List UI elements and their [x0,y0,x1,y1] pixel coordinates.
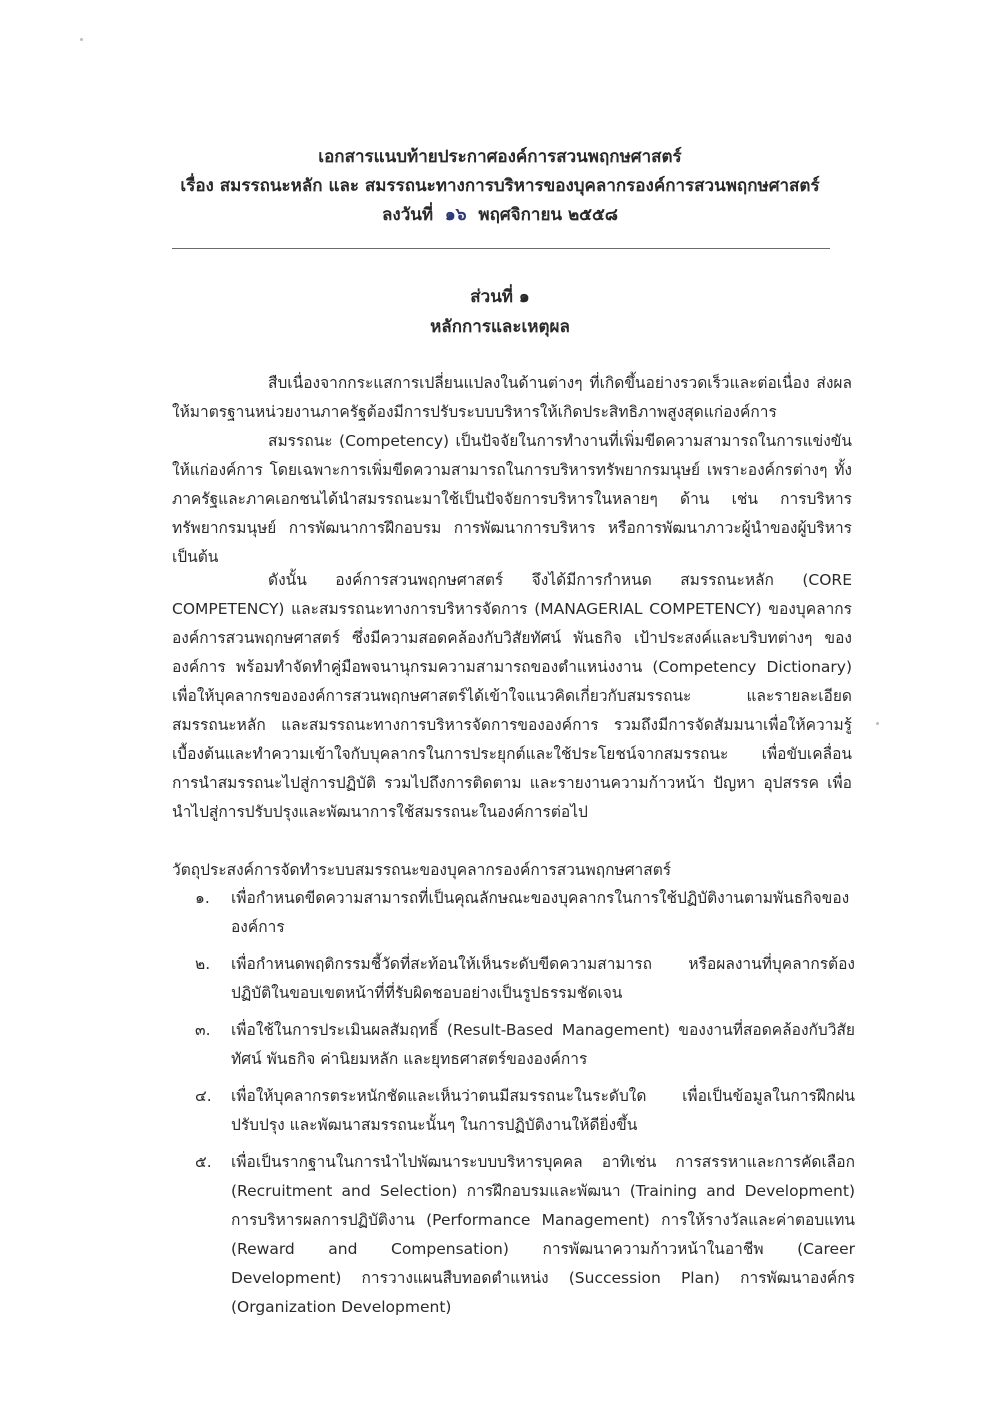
scan-speck [80,38,83,41]
list-item-text: เพื่อให้บุคลากรตระหนักชัดและเห็นว่าตนมีสมรรถนะในระดับใด เพื่อเป็นข้อมูลในการฝึกฝนปรับปรุง และพัฒนาสมรรถนะนั้นๆ ในการปฏิบัติงานให้ดียิ่งขึ้น [231,1087,855,1134]
list-item [195,950,855,1008]
paragraph-1: สืบเนื่องจากกระแสการเปลี่ยนแปลงในด้านต่างๆ ที่เกิดขึ้นอย่างรวดเร็วและต่อเนื่อง ส่งผลให้มาตรฐานหน่วยงานภาครัฐต้องมีการปรับระบบบริหารให้เกิดประสิทธิภาพสูงสุดแก่องค์การ [172,374,852,421]
header-divider [172,248,830,249]
scan-speck [876,722,879,725]
section-subtitle: หลักการและเหตุผล [430,317,570,337]
date-prefix: ลงวันที่ [381,205,434,225]
list-item-number: ๒. [195,955,211,973]
list-item [195,1082,855,1140]
objectives-title: วัตถุประสงค์การจัดทำระบบสมรรถนะของบุคลากรองค์การสวนพฤกษศาสตร์ [172,861,672,879]
list-item [195,1148,855,1322]
section-title: ส่วนที่ ๑ [470,287,530,307]
paragraph-2: สมรรถนะ (Competency) เป็นปัจจัยในการทำงานที่เพิ่มขีดความสามารถในการแข่งขันให้แก่องค์การ โดยเฉพาะการเพิ่มขีดความสามารถในการบริหารทรัพยากรมนุษย์ เพราะองค์กรต่างๆ ทั้งภาครัฐและภาคเอกชนได้นำสมรรถนะมาใช้เป็นปัจจัยการบริหารในหลายๆ ด้าน เช่น การบริหารทรัพยากรมนุษย์ การพัฒนาการฝึกอบรม การพัฒนาการบริหาร หรือการพัฒนาภาวะผู้นำของผู้บริหาร เป็นต้น [172,432,852,566]
date-suffix: พฤศจิกายน ๒๕๕๘ [478,205,619,225]
list-item [195,1016,855,1074]
list-item-number: ๓. [195,1021,211,1039]
list-item-number: ๕. [195,1153,212,1171]
list-item-number: ๔. [195,1087,212,1105]
list-item-number: ๑. [195,889,210,907]
list-item [195,884,855,942]
list-item-text: เพื่อเป็นรากฐานในการนำไปพัฒนาระบบบริหารบุคคล อาทิเช่น การสรรหาและการคัดเลือก (Recruitment and Selection) การฝึกอบรมและพัฒนา (Training and Development) การบริหารผลการปฏิบัติงาน (Performance Management) การให้รางวัลและค่าตอบแทน (Reward and Compensation) การพัฒนาความก้าวหน้าในอาชีพ (Career Development) การวางแผนสืบทอดตำแหน่ง (Succession Plan) การพัฒนาองค์กร (Organization Development) [231,1153,855,1316]
objectives-list [195,884,855,1330]
list-item-text: เพื่อกำหนดขีดความสามารถที่เป็นคุณลักษณะของบุคลากรในการใช้ปฏิบัติงานตามพันธกิจขององค์การ [231,889,850,936]
list-item-text: เพื่อใช้ในการประเมินผลสัมฤทธิ์ (Result-Based Management) ของงานที่สอดคล้องกับวิสัยทัศน์ พันธกิจ ค่านิยมหลัก และยุทธศาสตร์ขององค์การ [231,1021,855,1068]
header-date [100,201,900,230]
paragraph-3: ดังนั้น องค์การสวนพฤกษศาสตร์ จึงได้มีการกำหนด สมรรถนะหลัก (CORE COMPETENCY) และสมรรถนะทางการบริหารจัดการ (MANAGERIAL COMPETENCY) ของบุคลากรองค์การสวนพฤกษศาสตร์ ซึ่งมีความสอดคล้องกับวิสัยทัศน์ พันธกิจ เป้าประสงค์และบริบทต่างๆ ขององค์การ พร้อมทำจัดทำคู่มือพจนานุกรมความสามารถของตำแหน่งงาน (Competency Dictionary) เพื่อให้บุคลากรขององค์การสวนพฤกษศาสตร์ได้เข้าใจแนวคิดเกี่ยวกับสมรรถนะ และรายละเอียดสมรรถนะหลัก และสมรรถนะทางการบริหารจัดการขององค์การ รวมถึงมีการจัดสัมมนาเพื่อให้ความรู้เบื้องต้นและทำความเข้าใจกับบุคลากรในการประยุกต์และใช้ประโยชน์จากสมรรถนะ เพื่อขับเคลื่อนการนำสมรรถนะไปสู่การปฏิบัติ รวมไปถึงการติดตาม และรายงานความก้าวหน้า ปัญหา อุปสรรค เพื่อนำไปสู่การปรับปรุงและพัฒนาการใช้สมรรถนะในองค์การต่อไป [172,571,852,821]
header-title: เอกสารแนบท้ายประกาศองค์การสวนพฤกษศาสตร์ [318,147,682,167]
header-subject: เรื่อง สมรรถนะหลัก และ สมรรถนะทางการบริหารของบุคลากรองค์การสวนพฤกษศาสตร์ [180,176,820,196]
list-item-text: เพื่อกำหนดพฤติกรรมชี้วัดที่สะท้อนให้เห็นระดับขีดความสามารถ หรือผลงานที่บุคลากรต้องปฏิบัติในขอบเขตหน้าที่ที่รับผิดชอบอย่างเป็นรูปธรรมชัดเจน [231,955,855,1002]
date-day: ๑๖ [444,205,467,225]
